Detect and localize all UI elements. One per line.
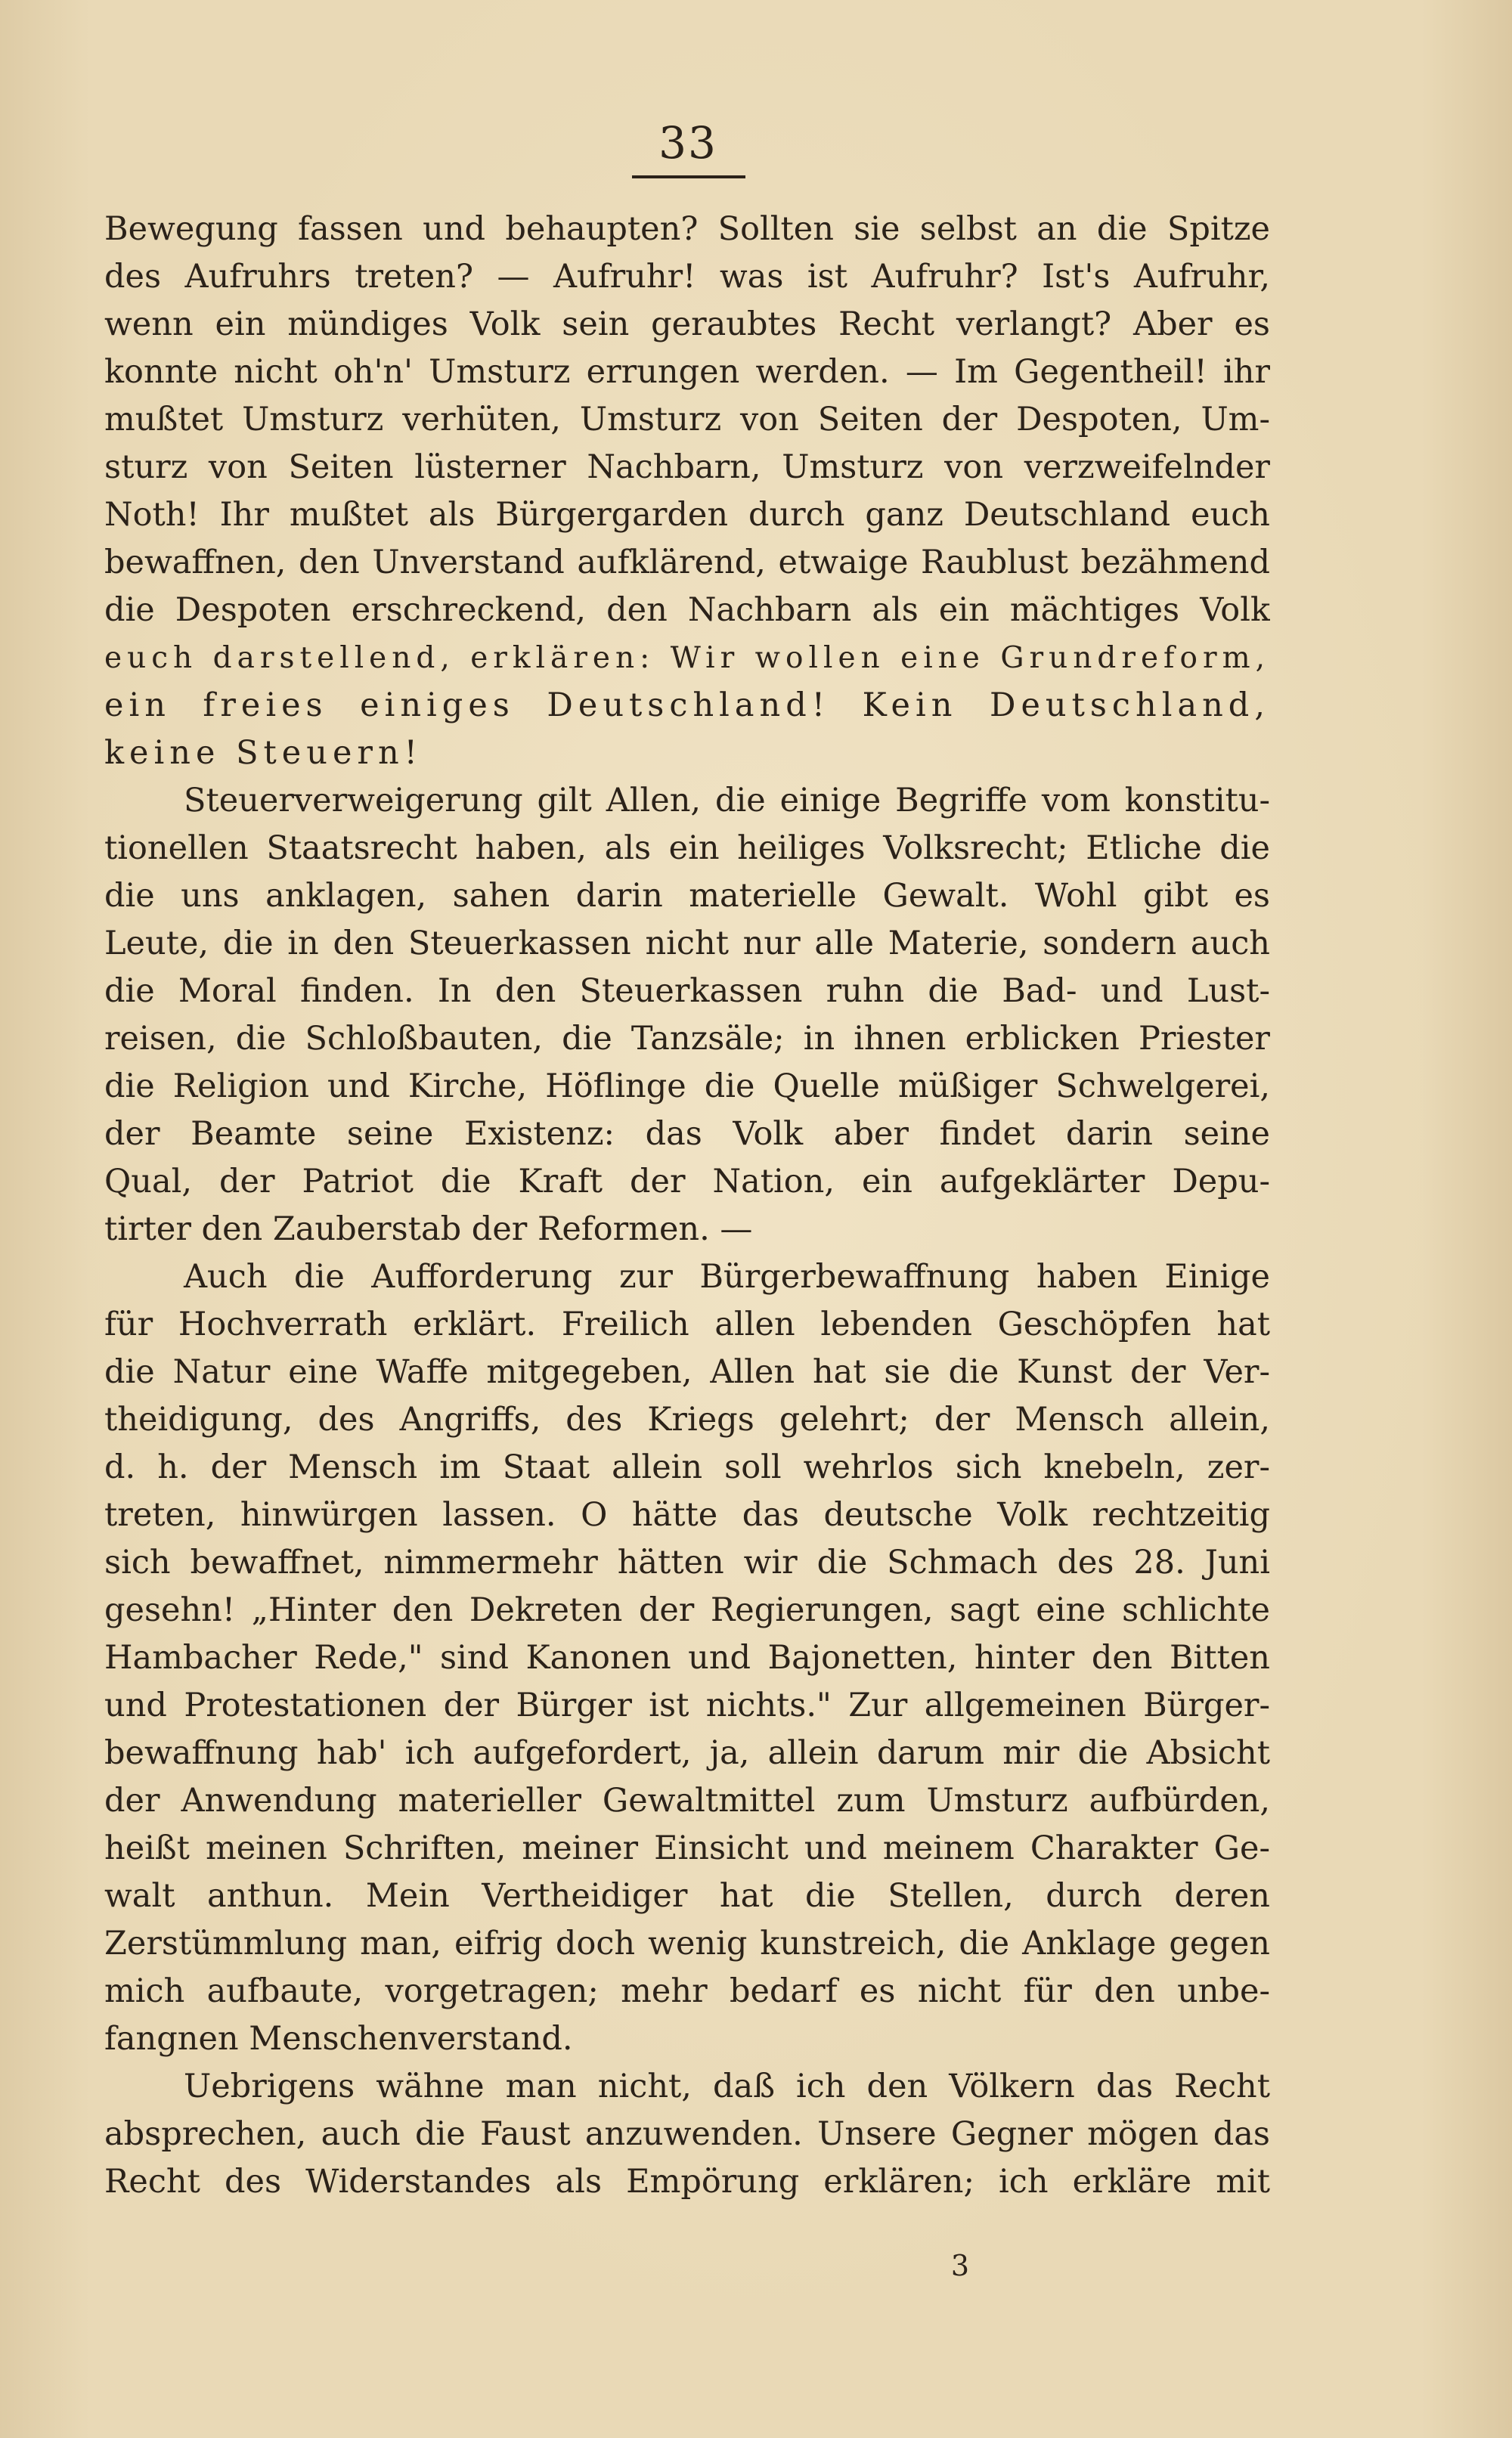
page-number: 33 (658, 117, 717, 169)
text-line: die uns anklagen, sahen darin materielle Gewalt. Wohl gibt es (104, 877, 1270, 915)
text-line: fangnen Menschenverstand. (104, 2020, 573, 2058)
text-line: sturz von Seiten lüsterner Nachbarn, Umsturz von verzweifelnder (104, 448, 1270, 486)
text-line: treten, hinwürgen lassen. O hätte das deutsche Volk rechtzeitig (104, 1496, 1270, 1534)
text-line: die Despoten erschreckend, den Nachbarn als ein mächtiges Volk (104, 591, 1270, 629)
text-line: theidigung, des Angriffs, des Kriegs gelehrt; der Mensch allein, (104, 1401, 1270, 1439)
text-line-emphasis: euch darstellend, erklären: Wir wollen eine Grundreform, (104, 641, 1270, 675)
text-line: absprechen, auch die Faust anzuwenden. Unsere Gegner mögen das (104, 2115, 1270, 2153)
text-line: mußtet Umsturz verhüten, Umsturz von Seiten der Despoten, Um- (104, 401, 1270, 438)
text-line: wenn ein mündiges Volk sein geraubtes Recht verlangt? Aber es (104, 305, 1270, 343)
text-line: und Protestationen der Bürger ist nichts." Zur allgemeinen Bürger- (104, 1687, 1270, 1724)
signature-mark: 3 (950, 2249, 970, 2282)
text-line: sich bewaffnet, nimmermehr hätten wir die Schmach des 28. Juni (104, 1544, 1270, 1581)
text-line: Hambacher Rede," sind Kanonen und Bajonetten, hinter den Bitten (104, 1639, 1270, 1677)
text-line: des Aufruhrs treten? — Aufruhr! was ist Aufruhr? Ist's Aufruhr, (104, 258, 1270, 296)
text-line: Zerstümmlung man, eifrig doch wenig kunstreich, die Anklage gegen (104, 1925, 1270, 1962)
body-text (104, 206, 1270, 2206)
text-line: die Religion und Kirche, Höflinge die Quelle müßiger Schwelgerei, (104, 1067, 1270, 1105)
text-line: Leute, die in den Steuerkassen nicht nur alle Materie, sondern auch (104, 925, 1270, 962)
text-line: für Hochverrath erklärt. Freilich allen lebenden Geschöpfen hat (104, 1306, 1270, 1343)
text-line: bewaffnung hab' ich aufgefordert, ja, allein darum mir die Absicht (104, 1734, 1270, 1772)
text-line: Qual, der Patriot die Kraft der Nation, ein aufgeklärter Depu- (104, 1163, 1270, 1200)
text-line: Noth! Ihr mußtet als Bürgergarden durch ganz Deutschland euch (104, 496, 1270, 534)
text-line-emphasis: keine Steuern! (104, 734, 423, 772)
text-line: gesehn! „Hinter den Dekreten der Regierungen, sagt eine schlichte (104, 1591, 1270, 1629)
text-line: walt anthun. Mein Vertheidiger hat die Stellen, durch deren (104, 1877, 1270, 1915)
text-line: die Natur eine Waffe mitgegeben, Allen hat sie die Kunst der Ver- (104, 1353, 1270, 1391)
paragraph-start: Steuerverweigerung gilt Allen, die einige Begriffe vom konstitu- (184, 782, 1270, 819)
text-line: mich aufbaute, vorgetragen; mehr bedarf es nicht für den unbe- (104, 1972, 1270, 2010)
paragraph-start: Auch die Aufforderung zur Bürgerbewaffnung haben Einige (184, 1258, 1270, 1296)
paragraph-start: Uebrigens wähne man nicht, daß ich den Völkern das Recht (184, 2068, 1270, 2105)
text-line: bewaffnen, den Unverstand aufklärend, etwaige Raublust bezähmend (104, 544, 1270, 581)
text-line: die Moral finden. In den Steuerkassen ruhn die Bad- und Lust- (104, 972, 1270, 1010)
text-line: tionellen Staatsrecht haben, als ein heiliges Volksrecht; Etliche die (104, 829, 1270, 867)
text-line: der Beamte seine Existenz: das Volk aber findet darin seine (104, 1115, 1270, 1153)
text-line: d. h. der Mensch im Staat allein soll wehrlos sich knebeln, zer- (104, 1448, 1270, 1486)
text-line: Bewegung fassen und behaupten? Sollten sie selbst an die Spitze (104, 210, 1270, 248)
text-line: heißt meinen Schriften, meiner Einsicht und meinem Charakter Ge- (104, 1829, 1270, 1867)
text-line: tirter den Zauberstab der Reformen. — (104, 1210, 753, 1248)
text-line: konnte nicht oh'n' Umsturz errungen werden. — Im Gegentheil! ihr (104, 353, 1270, 391)
text-line: der Anwendung materieller Gewaltmittel zum Umsturz aufbürden, (104, 1782, 1270, 1820)
page-number-rule (632, 175, 745, 178)
text-line: reisen, die Schloßbauten, die Tanzsäle; in ihnen erblicken Priester (104, 1020, 1270, 1058)
text-line-emphasis: ein freies einiges Deutschland! Kein Deutschland, (104, 686, 1270, 724)
text-line: Recht des Widerstandes als Empörung erklären; ich erkläre mit (104, 2163, 1270, 2201)
